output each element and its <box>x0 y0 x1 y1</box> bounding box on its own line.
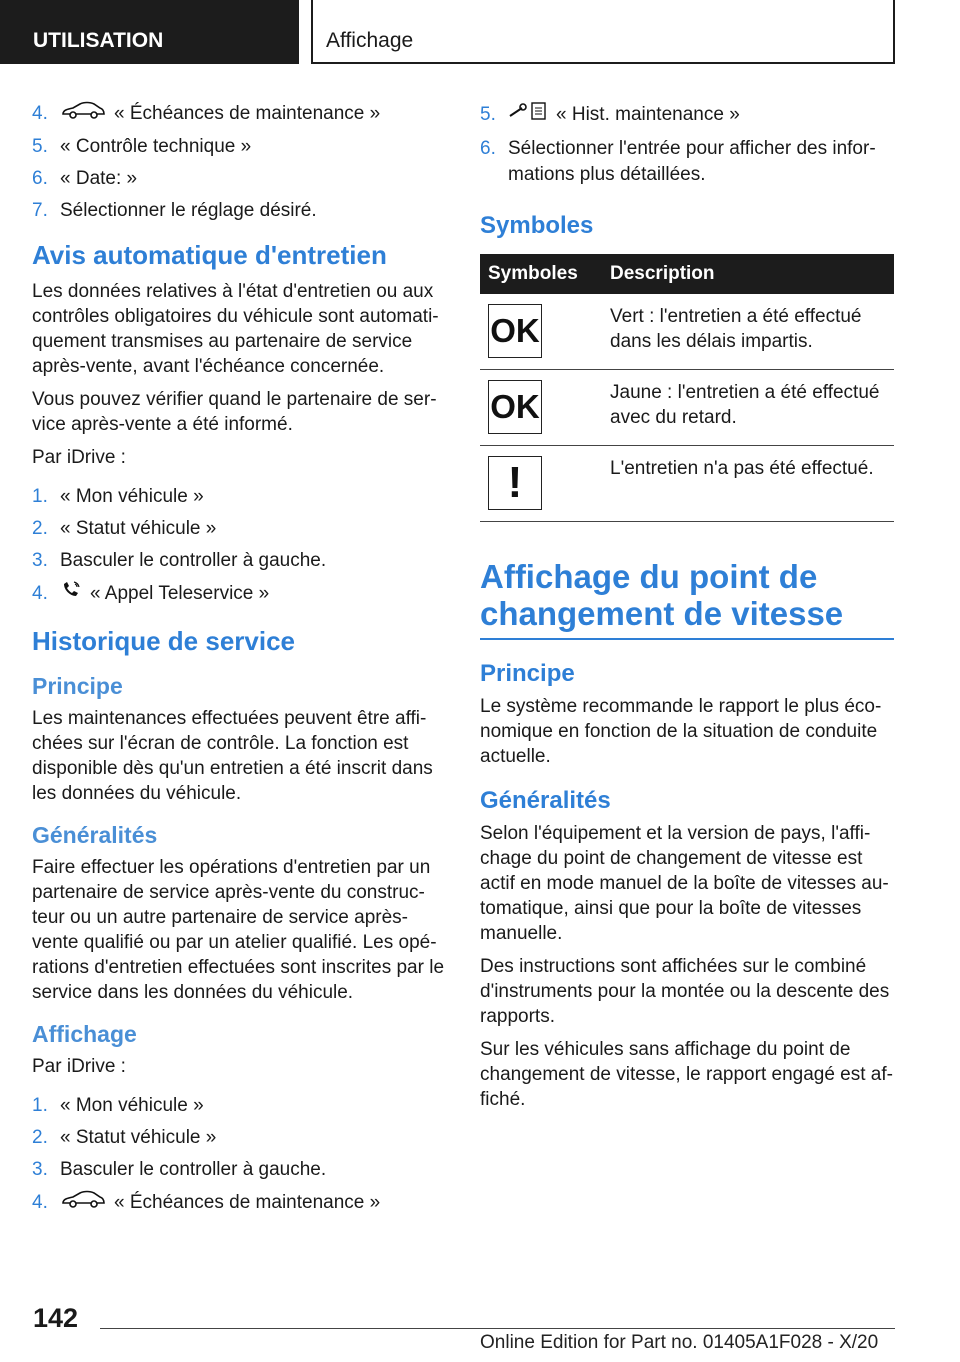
paragraph: Les maintenances effectuées peuvent être affichées sur l'écran de contrôle. La fonction est disponible dès qu'un entretien a été inscrit dans les données du véhicule. <box>32 708 433 804</box>
divider <box>100 1328 895 1329</box>
table-row: OK Jaune : l'entretien a été effectué avec du retard. <box>480 370 894 446</box>
list-item: 4. « Échéances de maintenance » <box>32 100 446 128</box>
table-header: Symboles Description <box>480 254 894 294</box>
heading-principe: Principe <box>32 673 123 699</box>
list-item: 3. Basculer le controller à gauche. <box>32 550 327 571</box>
page-title: Affichage <box>311 0 895 64</box>
list-item: 2. « Statut véhicule » <box>32 518 217 539</box>
steps-list-affichage <box>32 1093 446 1217</box>
list-item: 5. « Contrôle technique » <box>32 136 252 157</box>
page-footer <box>0 1296 960 1362</box>
list-item: 1. « Mon véhicule » <box>32 486 204 507</box>
list-item: 1. « Mon véhicule » <box>32 1095 204 1116</box>
list-item: 6. Sélectionner l'entrée pour afficher des informations plus détaillées. <box>480 138 876 185</box>
page-number: 142 <box>33 1303 79 1333</box>
paragraph: Les données relatives à l'état d'entretien ou aux contrôles obligatoires du véhicule sont automatiquement transmises au partenaire de service après-vente, avant l'échéance concernée. <box>32 281 439 377</box>
ok-symbol-icon: OK <box>488 304 542 358</box>
list-item: 4. « Appel Teleservice » <box>32 580 446 608</box>
list-item: 6. « Date: » <box>32 168 138 189</box>
table-row: OK Vert : l'entretien a été effectué dans les délais impartis. <box>480 294 894 370</box>
table-row: ! L'entretien n'a pas été effectué. <box>480 446 894 522</box>
symbols-table <box>480 254 894 522</box>
left-column <box>32 100 446 1223</box>
heading-generalites: Généralités <box>32 822 158 848</box>
service-history-icon <box>508 100 548 130</box>
paragraph: Sur les véhicules sans affichage du point de changement de vitesse, le rapport engagé est affiché. <box>480 1039 893 1110</box>
heading-symboles: Symboles <box>480 212 594 239</box>
paragraph: Vous pouvez vérifier quand le partenaire de service après-vente a été informé. <box>32 389 437 435</box>
paragraph: Selon l'équipement et la version de pays, l'affichage du point de changement de vitesse est actif en mode manuel de la boîte de vitesses automatique, ainsi que pour la boîte de vitesses manuelle. <box>480 823 889 944</box>
section-tab: UTILISATION <box>0 0 299 64</box>
list-item: 4. « Échéances de maintenance » <box>32 1189 446 1217</box>
steps-list-top <box>32 100 446 224</box>
steps-list-avis <box>32 484 446 608</box>
list-item: 7. Sélectionner le réglage désiré. <box>32 200 317 221</box>
section-title: Affichage du point de changement de vitesse <box>480 558 894 640</box>
page-header <box>0 0 960 66</box>
heading-principe: Principe <box>480 660 575 687</box>
heading-generalites: Généralités <box>480 787 611 814</box>
list-item: 2. « Statut véhicule » <box>32 1127 217 1148</box>
heading-historique: Historique de service <box>32 626 295 656</box>
edition-note: Online Edition for Part no. 01405A1F028 - X/20 <box>480 1332 879 1353</box>
paragraph: Le système recommande le rapport le plus économique en fonction de la situation de conduite actuelle. <box>480 696 882 767</box>
paragraph: Faire effectuer les opérations d'entretien par un partenaire de service après-vente du constructeur ou un autre partenaire de service après-vente qualifié ou par un atelier qualifié. Les opérations d'entretien effectuées sont inscrites par le service dans les données du véhicule. <box>32 857 445 1003</box>
car-icon <box>60 100 106 128</box>
paragraph: Par iDrive : <box>32 1056 126 1077</box>
heading-affichage: Affichage <box>32 1021 137 1047</box>
paragraph: Des instructions sont affichées sur le combiné d'instruments pour la montée ou la descente des rapports. <box>480 956 890 1027</box>
list-item: 5. « Hist. maintenance » <box>480 100 894 130</box>
warning-symbol-icon: ! <box>488 456 542 510</box>
heading-avis: Avis automatique d'entretien <box>32 240 387 270</box>
car-icon <box>60 1189 106 1217</box>
ok-symbol-icon: OK <box>488 380 542 434</box>
right-column <box>480 100 894 1120</box>
paragraph: Par iDrive : <box>32 447 126 468</box>
teleservice-icon <box>60 580 82 608</box>
list-item: 3. Basculer le controller à gauche. <box>32 1159 327 1180</box>
